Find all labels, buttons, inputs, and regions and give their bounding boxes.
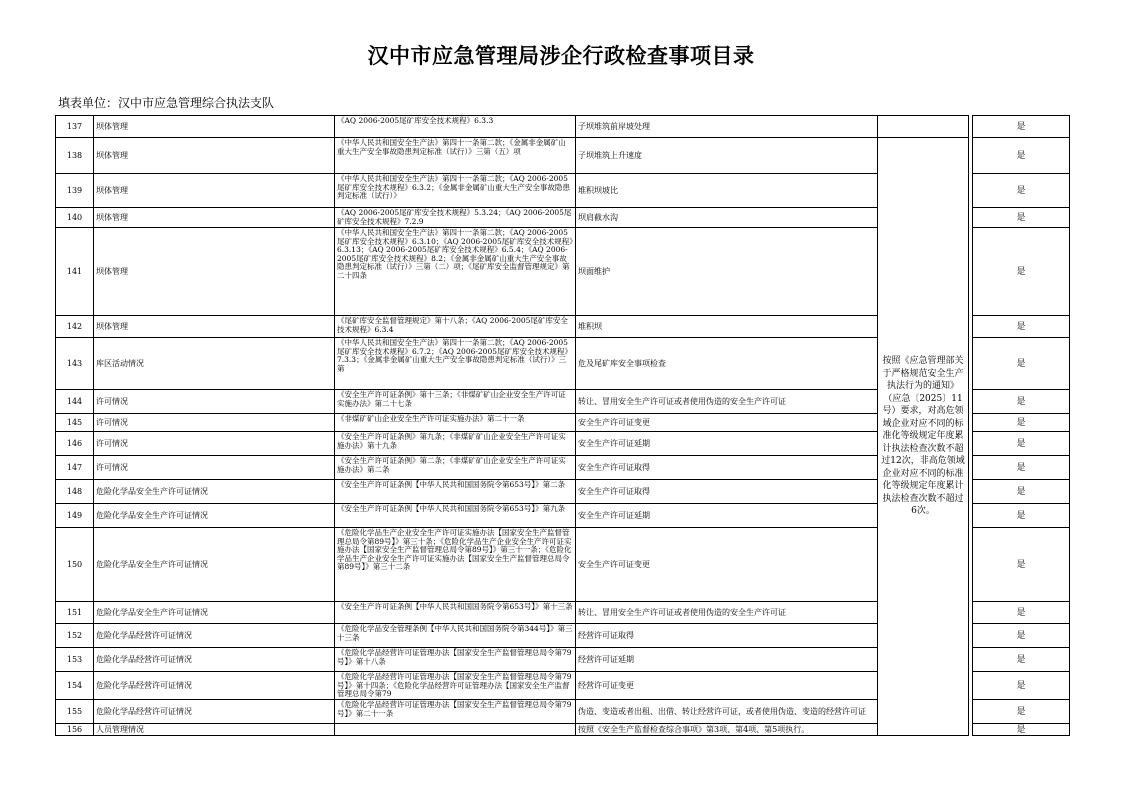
legal-basis (335, 724, 576, 736)
applicable-flag: 是 (973, 414, 1070, 432)
check-category: 坝体管理 (94, 116, 335, 138)
applicable-flag: 是 (973, 504, 1070, 528)
check-item: 按照《安全生产监督检查综合事项》第3项、第4项、第5项执行。 (576, 724, 878, 736)
legal-basis: 《安全生产许可证条例【中华人民共和国国务院令第653号】》第二条 (335, 480, 576, 504)
legal-basis: 《安全生产许可证条例》第九条；《非煤矿矿山企业安全生产许可证实施办法》第十九条 (335, 432, 576, 456)
inspection-table (55, 115, 1070, 736)
legal-basis: 《危险化学品经营许可证管理办法【国家安全生产监督管理总局令第79号】》第十八条 (335, 648, 576, 672)
check-item: 子坝堆筑前岸坡处理 (576, 116, 878, 138)
legal-basis: 《安全生产许可证条例【中华人民共和国国务院令第653号】》第十三条 (335, 602, 576, 624)
check-category: 危险化学品安全生产许可证情况 (94, 528, 335, 602)
applicable-flag: 是 (973, 228, 1070, 316)
row-number: 142 (56, 316, 94, 338)
check-item: 经营许可证延期 (576, 648, 878, 672)
row-number: 145 (56, 414, 94, 432)
check-category: 坝体管理 (94, 174, 335, 208)
check-item: 安全生产许可证变更 (576, 528, 878, 602)
check-item: 经营许可证变更 (576, 672, 878, 700)
check-category: 坝体管理 (94, 208, 335, 228)
applicable-flag: 是 (973, 316, 1070, 338)
row-number: 151 (56, 602, 94, 624)
applicable-flag: 是 (973, 648, 1070, 672)
table-body (56, 116, 1070, 736)
check-item: 堆积坝 (576, 316, 878, 338)
row-number: 139 (56, 174, 94, 208)
applicable-flag: 是 (973, 338, 1070, 390)
check-category: 许可情况 (94, 414, 335, 432)
blank-cell (878, 116, 969, 138)
check-item: 坝面维护 (576, 228, 878, 316)
legal-basis: 《中华人民共和国安全生产法》第四十一条第二款；《AQ 2006-2005尾矿库安全技术规程》6.7.2；《AQ 2006-2005尾矿库安全技术规程》7.3.3；《金属非金属矿山重大生产安全事故隐患判定标准（试行）》三第 (335, 338, 576, 390)
check-category: 危险化学品经营许可证情况 (94, 700, 335, 724)
legal-basis: 《危险化学品经营许可证管理办法【国家安全生产监督管理总局令第79号】》第二十一条 (335, 700, 576, 724)
row-number: 140 (56, 208, 94, 228)
check-item: 坝肩截水沟 (576, 208, 878, 228)
row-number: 155 (56, 700, 94, 724)
legal-basis: 《安全生产许可证条例》第十三条；《非煤矿矿山企业安全生产许可证实施办法》第二十七条 (335, 390, 576, 414)
applicable-flag: 是 (973, 602, 1070, 624)
legal-basis: 《中华人民共和国安全生产法》第四十一条第二款；《AQ 2006-2005尾矿库安全技术规程》6.3.2；《金属非金属矿山重大生产安全事故隐患判定标准（试行）》 (335, 174, 576, 208)
check-item: 转让、冒用安全生产许可证或者使用伪造的安全生产许可证 (576, 390, 878, 414)
legal-basis: 《AQ 2006-2005尾矿库安全技术规程》6.3.3 (335, 116, 576, 138)
table-row (56, 116, 1070, 138)
row-number: 146 (56, 432, 94, 456)
applicable-flag: 是 (973, 432, 1070, 456)
check-category: 坝体管理 (94, 228, 335, 316)
check-item: 安全生产许可证延期 (576, 432, 878, 456)
row-number: 156 (56, 724, 94, 736)
row-number: 137 (56, 116, 94, 138)
frequency-note: 按照《应急管理部关于严格规范安全生产执法行为的通知》（应急〔2025〕11号）要求，对高危领域企业对应不同的标准化等级规定年度累计执法检查次数不超过12次，非高危领域企业对应不同的标准化等级规定年度累计执法检查次数不超过6次。 (878, 138, 969, 736)
row-number: 152 (56, 624, 94, 648)
check-category: 危险化学品经营许可证情况 (94, 648, 335, 672)
legal-basis: 《尾矿库安全监督管理规定》第十八条；《AQ 2006-2005尾矿库安全技术规程》6.3.4 (335, 316, 576, 338)
check-category: 许可情况 (94, 432, 335, 456)
legal-basis: 《危险化学品安全管理条例【中华人民共和国国务院令第344号】》第三十三条 (335, 624, 576, 648)
check-category: 库区活动情况 (94, 338, 335, 390)
legal-basis: 《安全生产许可证条例【中华人民共和国国务院令第653号】》第九条 (335, 504, 576, 528)
check-category: 坝体管理 (94, 138, 335, 174)
applicable-flag: 是 (973, 138, 1070, 174)
row-number: 153 (56, 648, 94, 672)
row-number: 150 (56, 528, 94, 602)
filling-unit-label: 填表单位：汉中市应急管理综合执法支队 (58, 96, 275, 110)
applicable-flag: 是 (973, 174, 1070, 208)
check-category: 危险化学品安全生产许可证情况 (94, 504, 335, 528)
check-item: 安全生产许可证取得 (576, 456, 878, 480)
check-category: 许可情况 (94, 390, 335, 414)
page-title: 汉中市应急管理局涉企行政检查事项目录 (367, 44, 755, 68)
row-number: 154 (56, 672, 94, 700)
row-number: 148 (56, 480, 94, 504)
check-category: 危险化学品安全生产许可证情况 (94, 602, 335, 624)
row-number: 143 (56, 338, 94, 390)
applicable-flag: 是 (973, 208, 1070, 228)
check-category: 危险化学品经营许可证情况 (94, 624, 335, 648)
legal-basis: 《危险化学品经营许可证管理办法【国家安全生产监督管理总局令第79号】》第十四条；《危险化学品经营许可证管理办法【国家安全生产监督管理总局令第79 (335, 672, 576, 700)
check-item: 伪造、变造或者出租、出借、转让经营许可证，或者使用伪造、变造的经营许可证 (576, 700, 878, 724)
check-item: 堆积坝坡比 (576, 174, 878, 208)
check-item: 安全生产许可证变更 (576, 414, 878, 432)
legal-basis: 《AQ 2006-2005尾矿库安全技术规程》5.3.24；《AQ 2006-2005尾矿库安全技术规程》7.2.9 (335, 208, 576, 228)
check-item: 危及尾矿库安全事项检查 (576, 338, 878, 390)
applicable-flag: 是 (973, 456, 1070, 480)
legal-basis: 《中华人民共和国安全生产法》第四十一条第二款；《AQ 2006-2005尾矿库安全技术规程》6.3.10；《AQ 2006-2005尾矿库安全技术规程》6.3.13；《AQ 2006-2005尾矿库安全技术规程》6.5.4；《AQ 2006-2005尾矿库安全技术规程》8.2；《金属非金属矿山重大生产安全事故隐患判定标准（试行）》三第（二）项；《尾矿库安全监督管理规定》第二十四条 (335, 228, 576, 316)
check-category: 许可情况 (94, 456, 335, 480)
applicable-flag: 是 (973, 700, 1070, 724)
applicable-flag: 是 (973, 672, 1070, 700)
applicable-flag: 是 (973, 116, 1070, 138)
applicable-flag: 是 (973, 390, 1070, 414)
check-category: 坝体管理 (94, 316, 335, 338)
row-number: 138 (56, 138, 94, 174)
applicable-flag: 是 (973, 528, 1070, 602)
check-item: 转让、冒用安全生产许可证或者使用伪造的安全生产许可证 (576, 602, 878, 624)
check-item: 安全生产许可证取得 (576, 480, 878, 504)
row-number: 149 (56, 504, 94, 528)
check-item: 安全生产许可证延期 (576, 504, 878, 528)
row-number: 144 (56, 390, 94, 414)
legal-basis: 《中华人民共和国安全生产法》第四十一条第二款；《金属非金属矿山重大生产安全事故隐患判定标准（试行）》三第（五）项 (335, 138, 576, 174)
table-row (56, 138, 1070, 174)
row-number: 147 (56, 456, 94, 480)
legal-basis: 《非煤矿矿山企业安全生产许可证实施办法》第二十一条 (335, 414, 576, 432)
applicable-flag: 是 (973, 724, 1070, 736)
applicable-flag: 是 (973, 624, 1070, 648)
legal-basis: 《危险化学品生产企业安全生产许可证实施办法【国家安全生产监督管理总局令第89号】》第三十条；《危险化学品生产企业安全生产许可证实施办法【国家安全生产监督管理总局令第89号】》第三十一条；《危险化学品生产企业安全生产许可证实施办法【国家安全生产监督管理总局令第89号】》第三十二条 (335, 528, 576, 602)
applicable-flag: 是 (973, 480, 1070, 504)
check-item: 子坝堆筑上升速度 (576, 138, 878, 174)
check-category: 人员管理情况 (94, 724, 335, 736)
legal-basis: 《安全生产许可证条例》第二条；《非煤矿矿山企业安全生产许可证实施办法》第二条 (335, 456, 576, 480)
check-category: 危险化学品经营许可证情况 (94, 672, 335, 700)
row-number: 141 (56, 228, 94, 316)
check-item: 经营许可证取得 (576, 624, 878, 648)
check-category: 危险化学品安全生产许可证情况 (94, 480, 335, 504)
